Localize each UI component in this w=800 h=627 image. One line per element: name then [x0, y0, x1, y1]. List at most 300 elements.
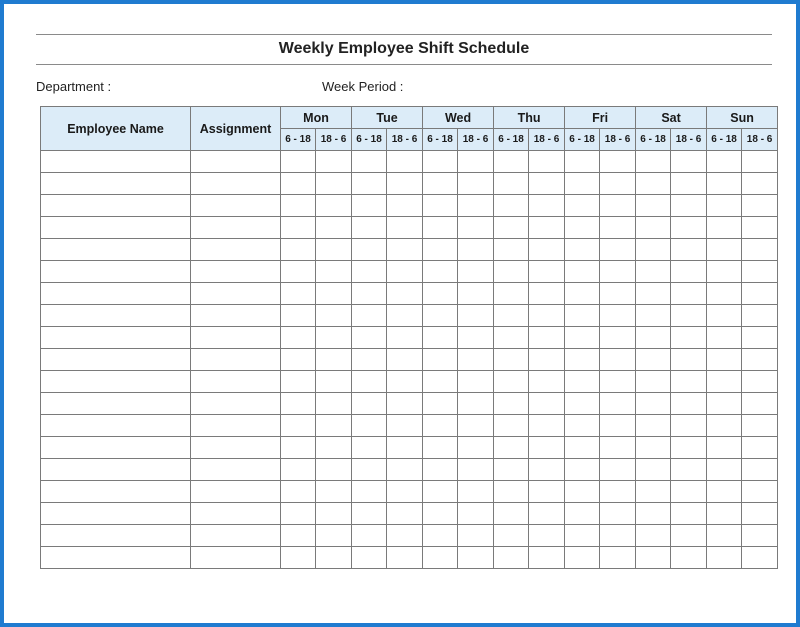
shift-cell[interactable] — [387, 481, 423, 503]
shift-cell[interactable] — [707, 547, 742, 569]
shift-cell[interactable] — [565, 195, 600, 217]
shift-cell[interactable] — [742, 173, 778, 195]
shift-cell[interactable] — [316, 437, 352, 459]
shift-cell[interactable] — [281, 173, 316, 195]
shift-cell[interactable] — [281, 503, 316, 525]
shift-cell[interactable] — [707, 283, 742, 305]
shift-cell[interactable] — [458, 217, 494, 239]
shift-cell[interactable] — [565, 393, 600, 415]
shift-cell[interactable] — [707, 503, 742, 525]
shift-cell[interactable] — [742, 415, 778, 437]
shift-cell[interactable] — [423, 195, 458, 217]
assignment-cell[interactable] — [191, 305, 281, 327]
shift-cell[interactable] — [387, 437, 423, 459]
shift-cell[interactable] — [281, 327, 316, 349]
shift-cell[interactable] — [387, 459, 423, 481]
shift-cell[interactable] — [458, 459, 494, 481]
shift-cell[interactable] — [707, 173, 742, 195]
shift-cell[interactable] — [316, 393, 352, 415]
shift-cell[interactable] — [352, 525, 387, 547]
shift-cell[interactable] — [529, 393, 565, 415]
shift-cell[interactable] — [458, 283, 494, 305]
shift-cell[interactable] — [494, 459, 529, 481]
shift-cell[interactable] — [565, 239, 600, 261]
shift-cell[interactable] — [423, 393, 458, 415]
employee-name-cell[interactable] — [41, 283, 191, 305]
shift-cell[interactable] — [387, 327, 423, 349]
assignment-cell[interactable] — [191, 547, 281, 569]
shift-cell[interactable] — [529, 173, 565, 195]
shift-cell[interactable] — [742, 327, 778, 349]
shift-cell[interactable] — [636, 261, 671, 283]
assignment-cell[interactable] — [191, 217, 281, 239]
shift-cell[interactable] — [671, 481, 707, 503]
employee-name-cell[interactable] — [41, 547, 191, 569]
shift-cell[interactable] — [316, 481, 352, 503]
shift-cell[interactable] — [707, 217, 742, 239]
shift-cell[interactable] — [707, 349, 742, 371]
shift-cell[interactable] — [565, 547, 600, 569]
shift-cell[interactable] — [529, 371, 565, 393]
shift-cell[interactable] — [600, 151, 636, 173]
shift-cell[interactable] — [707, 415, 742, 437]
shift-cell[interactable] — [671, 437, 707, 459]
shift-cell[interactable] — [281, 393, 316, 415]
employee-name-cell[interactable] — [41, 195, 191, 217]
shift-cell[interactable] — [281, 239, 316, 261]
shift-cell[interactable] — [387, 173, 423, 195]
shift-cell[interactable] — [387, 261, 423, 283]
shift-cell[interactable] — [423, 217, 458, 239]
shift-cell[interactable] — [352, 261, 387, 283]
assignment-cell[interactable] — [191, 525, 281, 547]
shift-cell[interactable] — [458, 547, 494, 569]
shift-cell[interactable] — [565, 305, 600, 327]
shift-cell[interactable] — [600, 415, 636, 437]
assignment-cell[interactable] — [191, 437, 281, 459]
shift-cell[interactable] — [352, 547, 387, 569]
shift-cell[interactable] — [742, 239, 778, 261]
shift-cell[interactable] — [529, 283, 565, 305]
shift-cell[interactable] — [707, 327, 742, 349]
shift-cell[interactable] — [281, 349, 316, 371]
shift-cell[interactable] — [281, 547, 316, 569]
shift-cell[interactable] — [636, 503, 671, 525]
shift-cell[interactable] — [387, 151, 423, 173]
shift-cell[interactable] — [742, 283, 778, 305]
shift-cell[interactable] — [352, 349, 387, 371]
shift-cell[interactable] — [636, 217, 671, 239]
assignment-cell[interactable] — [191, 239, 281, 261]
shift-cell[interactable] — [671, 195, 707, 217]
employee-name-cell[interactable] — [41, 349, 191, 371]
shift-cell[interactable] — [494, 173, 529, 195]
shift-cell[interactable] — [387, 503, 423, 525]
shift-cell[interactable] — [671, 371, 707, 393]
employee-name-cell[interactable] — [41, 459, 191, 481]
shift-cell[interactable] — [423, 283, 458, 305]
shift-cell[interactable] — [281, 217, 316, 239]
shift-cell[interactable] — [316, 305, 352, 327]
shift-cell[interactable] — [742, 261, 778, 283]
shift-cell[interactable] — [316, 525, 352, 547]
shift-cell[interactable] — [707, 393, 742, 415]
shift-cell[interactable] — [494, 393, 529, 415]
shift-cell[interactable] — [458, 437, 494, 459]
shift-cell[interactable] — [636, 393, 671, 415]
shift-cell[interactable] — [671, 349, 707, 371]
shift-cell[interactable] — [636, 327, 671, 349]
shift-cell[interactable] — [565, 459, 600, 481]
shift-cell[interactable] — [494, 327, 529, 349]
shift-cell[interactable] — [423, 437, 458, 459]
shift-cell[interactable] — [600, 305, 636, 327]
shift-cell[interactable] — [600, 173, 636, 195]
assignment-cell[interactable] — [191, 261, 281, 283]
shift-cell[interactable] — [671, 217, 707, 239]
employee-name-cell[interactable] — [41, 393, 191, 415]
shift-cell[interactable] — [316, 459, 352, 481]
shift-cell[interactable] — [423, 261, 458, 283]
shift-cell[interactable] — [707, 151, 742, 173]
shift-cell[interactable] — [742, 217, 778, 239]
shift-cell[interactable] — [352, 437, 387, 459]
shift-cell[interactable] — [458, 525, 494, 547]
shift-cell[interactable] — [387, 195, 423, 217]
assignment-cell[interactable] — [191, 349, 281, 371]
shift-cell[interactable] — [352, 217, 387, 239]
shift-cell[interactable] — [352, 195, 387, 217]
assignment-cell[interactable] — [191, 151, 281, 173]
shift-cell[interactable] — [387, 305, 423, 327]
shift-cell[interactable] — [352, 173, 387, 195]
shift-cell[interactable] — [671, 415, 707, 437]
shift-cell[interactable] — [671, 283, 707, 305]
assignment-cell[interactable] — [191, 393, 281, 415]
shift-cell[interactable] — [636, 371, 671, 393]
shift-cell[interactable] — [316, 547, 352, 569]
shift-cell[interactable] — [565, 217, 600, 239]
employee-name-cell[interactable] — [41, 151, 191, 173]
shift-cell[interactable] — [742, 525, 778, 547]
assignment-cell[interactable] — [191, 459, 281, 481]
employee-name-cell[interactable] — [41, 503, 191, 525]
shift-cell[interactable] — [494, 349, 529, 371]
shift-cell[interactable] — [707, 481, 742, 503]
employee-name-cell[interactable] — [41, 305, 191, 327]
shift-cell[interactable] — [281, 195, 316, 217]
shift-cell[interactable] — [742, 393, 778, 415]
shift-cell[interactable] — [529, 349, 565, 371]
shift-cell[interactable] — [494, 305, 529, 327]
shift-cell[interactable] — [742, 547, 778, 569]
shift-cell[interactable] — [352, 393, 387, 415]
assignment-cell[interactable] — [191, 283, 281, 305]
shift-cell[interactable] — [565, 503, 600, 525]
shift-cell[interactable] — [600, 525, 636, 547]
shift-cell[interactable] — [423, 415, 458, 437]
employee-name-cell[interactable] — [41, 239, 191, 261]
shift-cell[interactable] — [494, 151, 529, 173]
employee-name-cell[interactable] — [41, 371, 191, 393]
shift-cell[interactable] — [494, 261, 529, 283]
shift-cell[interactable] — [636, 305, 671, 327]
shift-cell[interactable] — [494, 547, 529, 569]
shift-cell[interactable] — [600, 195, 636, 217]
shift-cell[interactable] — [529, 525, 565, 547]
shift-cell[interactable] — [423, 327, 458, 349]
shift-cell[interactable] — [494, 371, 529, 393]
shift-cell[interactable] — [529, 195, 565, 217]
shift-cell[interactable] — [565, 481, 600, 503]
shift-cell[interactable] — [636, 151, 671, 173]
shift-cell[interactable] — [742, 437, 778, 459]
shift-cell[interactable] — [671, 239, 707, 261]
shift-cell[interactable] — [458, 239, 494, 261]
shift-cell[interactable] — [671, 459, 707, 481]
shift-cell[interactable] — [529, 415, 565, 437]
shift-cell[interactable] — [636, 525, 671, 547]
shift-cell[interactable] — [423, 459, 458, 481]
shift-cell[interactable] — [316, 415, 352, 437]
employee-name-cell[interactable] — [41, 525, 191, 547]
shift-cell[interactable] — [742, 195, 778, 217]
shift-cell[interactable] — [707, 261, 742, 283]
shift-cell[interactable] — [423, 173, 458, 195]
shift-cell[interactable] — [742, 371, 778, 393]
assignment-cell[interactable] — [191, 481, 281, 503]
shift-cell[interactable] — [600, 437, 636, 459]
shift-cell[interactable] — [671, 173, 707, 195]
shift-cell[interactable] — [458, 349, 494, 371]
shift-cell[interactable] — [494, 217, 529, 239]
shift-cell[interactable] — [423, 481, 458, 503]
shift-cell[interactable] — [458, 415, 494, 437]
shift-cell[interactable] — [742, 481, 778, 503]
shift-cell[interactable] — [671, 305, 707, 327]
employee-name-cell[interactable] — [41, 173, 191, 195]
shift-cell[interactable] — [565, 173, 600, 195]
shift-cell[interactable] — [565, 525, 600, 547]
shift-cell[interactable] — [636, 173, 671, 195]
shift-cell[interactable] — [636, 283, 671, 305]
assignment-cell[interactable] — [191, 195, 281, 217]
shift-cell[interactable] — [494, 195, 529, 217]
shift-cell[interactable] — [600, 459, 636, 481]
shift-cell[interactable] — [600, 239, 636, 261]
shift-cell[interactable] — [600, 349, 636, 371]
shift-cell[interactable] — [281, 371, 316, 393]
shift-cell[interactable] — [600, 481, 636, 503]
shift-cell[interactable] — [352, 305, 387, 327]
shift-cell[interactable] — [281, 481, 316, 503]
assignment-cell[interactable] — [191, 327, 281, 349]
shift-cell[interactable] — [352, 459, 387, 481]
shift-cell[interactable] — [316, 217, 352, 239]
shift-cell[interactable] — [458, 261, 494, 283]
shift-cell[interactable] — [707, 525, 742, 547]
shift-cell[interactable] — [316, 195, 352, 217]
shift-cell[interactable] — [458, 327, 494, 349]
shift-cell[interactable] — [600, 371, 636, 393]
shift-cell[interactable] — [423, 371, 458, 393]
shift-cell[interactable] — [423, 239, 458, 261]
employee-name-cell[interactable] — [41, 261, 191, 283]
shift-cell[interactable] — [458, 481, 494, 503]
shift-cell[interactable] — [316, 371, 352, 393]
shift-cell[interactable] — [565, 349, 600, 371]
shift-cell[interactable] — [316, 283, 352, 305]
shift-cell[interactable] — [352, 327, 387, 349]
shift-cell[interactable] — [671, 525, 707, 547]
shift-cell[interactable] — [742, 459, 778, 481]
shift-cell[interactable] — [565, 151, 600, 173]
shift-cell[interactable] — [387, 415, 423, 437]
shift-cell[interactable] — [352, 371, 387, 393]
shift-cell[interactable] — [565, 371, 600, 393]
shift-cell[interactable] — [458, 393, 494, 415]
shift-cell[interactable] — [565, 415, 600, 437]
shift-cell[interactable] — [423, 349, 458, 371]
shift-cell[interactable] — [387, 547, 423, 569]
shift-cell[interactable] — [387, 349, 423, 371]
shift-cell[interactable] — [671, 327, 707, 349]
shift-cell[interactable] — [600, 503, 636, 525]
shift-cell[interactable] — [707, 195, 742, 217]
shift-cell[interactable] — [671, 393, 707, 415]
employee-name-cell[interactable] — [41, 415, 191, 437]
shift-cell[interactable] — [600, 283, 636, 305]
shift-cell[interactable] — [387, 283, 423, 305]
shift-cell[interactable] — [494, 437, 529, 459]
shift-cell[interactable] — [636, 349, 671, 371]
shift-cell[interactable] — [352, 481, 387, 503]
shift-cell[interactable] — [707, 305, 742, 327]
shift-cell[interactable] — [281, 415, 316, 437]
shift-cell[interactable] — [387, 393, 423, 415]
shift-cell[interactable] — [636, 195, 671, 217]
shift-cell[interactable] — [352, 239, 387, 261]
shift-cell[interactable] — [565, 327, 600, 349]
shift-cell[interactable] — [529, 151, 565, 173]
shift-cell[interactable] — [742, 151, 778, 173]
shift-cell[interactable] — [494, 481, 529, 503]
shift-cell[interactable] — [529, 261, 565, 283]
shift-cell[interactable] — [423, 151, 458, 173]
shift-cell[interactable] — [636, 437, 671, 459]
employee-name-cell[interactable] — [41, 217, 191, 239]
shift-cell[interactable] — [316, 349, 352, 371]
shift-cell[interactable] — [565, 437, 600, 459]
shift-cell[interactable] — [600, 217, 636, 239]
shift-cell[interactable] — [707, 239, 742, 261]
assignment-cell[interactable] — [191, 503, 281, 525]
assignment-cell[interactable] — [191, 415, 281, 437]
shift-cell[interactable] — [636, 239, 671, 261]
shift-cell[interactable] — [494, 503, 529, 525]
shift-cell[interactable] — [458, 503, 494, 525]
shift-cell[interactable] — [387, 239, 423, 261]
shift-cell[interactable] — [529, 437, 565, 459]
shift-cell[interactable] — [316, 151, 352, 173]
shift-cell[interactable] — [600, 393, 636, 415]
shift-cell[interactable] — [636, 415, 671, 437]
shift-cell[interactable] — [458, 371, 494, 393]
shift-cell[interactable] — [707, 371, 742, 393]
shift-cell[interactable] — [387, 371, 423, 393]
assignment-cell[interactable] — [191, 173, 281, 195]
shift-cell[interactable] — [316, 173, 352, 195]
shift-cell[interactable] — [494, 415, 529, 437]
shift-cell[interactable] — [494, 525, 529, 547]
shift-cell[interactable] — [529, 459, 565, 481]
shift-cell[interactable] — [316, 327, 352, 349]
shift-cell[interactable] — [600, 261, 636, 283]
shift-cell[interactable] — [316, 503, 352, 525]
shift-cell[interactable] — [671, 151, 707, 173]
shift-cell[interactable] — [671, 547, 707, 569]
shift-cell[interactable] — [281, 459, 316, 481]
shift-cell[interactable] — [707, 437, 742, 459]
shift-cell[interactable] — [529, 503, 565, 525]
shift-cell[interactable] — [636, 459, 671, 481]
shift-cell[interactable] — [387, 525, 423, 547]
shift-cell[interactable] — [494, 239, 529, 261]
shift-cell[interactable] — [707, 459, 742, 481]
shift-cell[interactable] — [565, 283, 600, 305]
shift-cell[interactable] — [352, 503, 387, 525]
shift-cell[interactable] — [742, 305, 778, 327]
shift-cell[interactable] — [600, 327, 636, 349]
employee-name-cell[interactable] — [41, 437, 191, 459]
shift-cell[interactable] — [352, 151, 387, 173]
shift-cell[interactable] — [423, 503, 458, 525]
shift-cell[interactable] — [423, 547, 458, 569]
shift-cell[interactable] — [281, 525, 316, 547]
shift-cell[interactable] — [281, 261, 316, 283]
employee-name-cell[interactable] — [41, 481, 191, 503]
shift-cell[interactable] — [316, 261, 352, 283]
shift-cell[interactable] — [423, 525, 458, 547]
shift-cell[interactable] — [281, 437, 316, 459]
shift-cell[interactable] — [742, 349, 778, 371]
shift-cell[interactable] — [671, 503, 707, 525]
shift-cell[interactable] — [742, 503, 778, 525]
shift-cell[interactable] — [600, 547, 636, 569]
shift-cell[interactable] — [281, 151, 316, 173]
shift-cell[interactable] — [458, 305, 494, 327]
shift-cell[interactable] — [671, 261, 707, 283]
shift-cell[interactable] — [494, 283, 529, 305]
shift-cell[interactable] — [458, 173, 494, 195]
shift-cell[interactable] — [565, 261, 600, 283]
shift-cell[interactable] — [529, 481, 565, 503]
shift-cell[interactable] — [352, 415, 387, 437]
shift-cell[interactable] — [529, 305, 565, 327]
shift-cell[interactable] — [636, 481, 671, 503]
shift-cell[interactable] — [636, 547, 671, 569]
shift-cell[interactable] — [423, 305, 458, 327]
shift-cell[interactable] — [529, 327, 565, 349]
shift-cell[interactable] — [529, 547, 565, 569]
shift-cell[interactable] — [529, 217, 565, 239]
shift-cell[interactable] — [281, 283, 316, 305]
assignment-cell[interactable] — [191, 371, 281, 393]
shift-cell[interactable] — [458, 195, 494, 217]
shift-cell[interactable] — [529, 239, 565, 261]
shift-cell[interactable] — [281, 305, 316, 327]
shift-cell[interactable] — [316, 239, 352, 261]
